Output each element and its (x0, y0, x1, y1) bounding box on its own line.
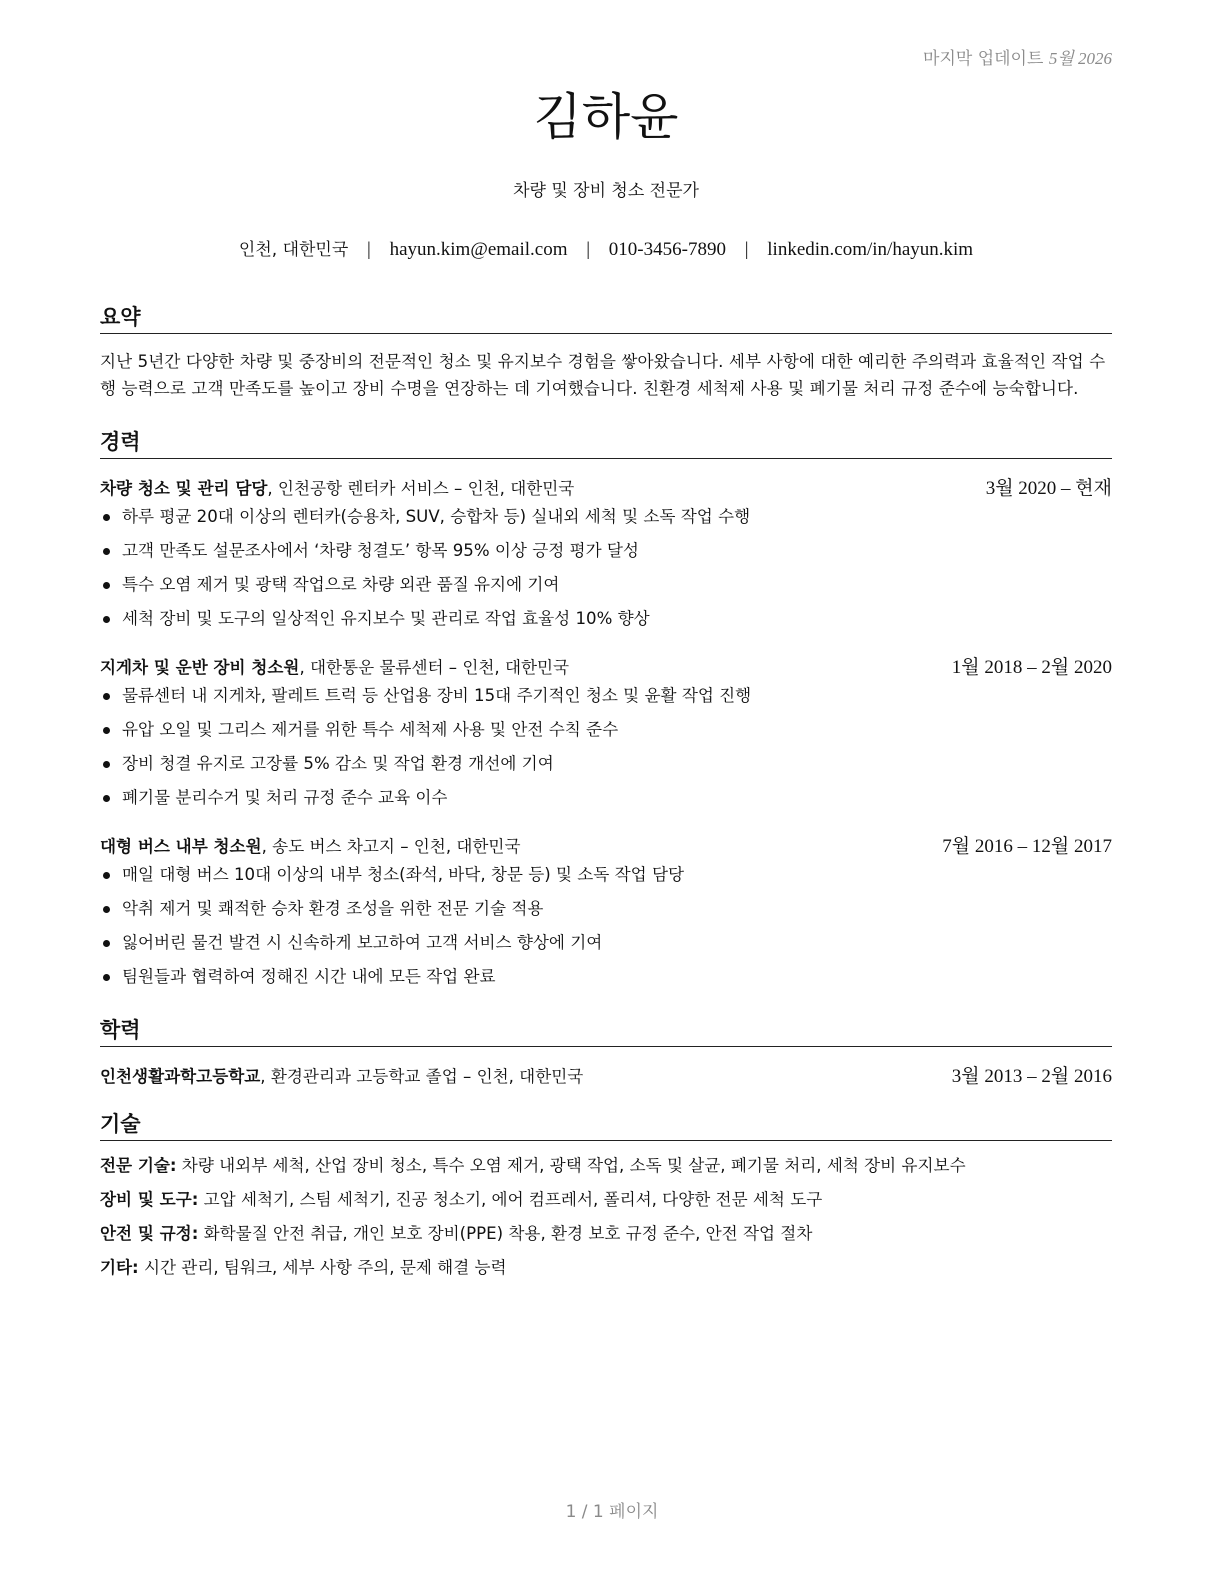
last-updated (923, 44, 1112, 69)
skills-section (100, 1108, 1112, 1285)
job-bullet: 매일 대형 버스 10대 이상의 내부 청소(좌석, 바닥, 창문 등) 및 소독 작업 담당 (100, 858, 1112, 892)
skill-text: 시간 관리, 팀워크, 세부 사항 주의, 문제 해결 능력 (138, 1258, 507, 1277)
job-role: 대형 버스 내부 청소원 (100, 837, 262, 856)
job-bullet: 특수 오염 제거 및 광택 작업으로 차량 외관 품질 유지에 기여 (100, 568, 1112, 602)
job-bullet: 장비 청결 유지로 고장률 5% 감소 및 작업 환경 개선에 기여 (100, 747, 1112, 781)
skill-label: 안전 및 규정: (100, 1224, 199, 1243)
job-entry (100, 652, 1112, 815)
job-role: 지게차 및 운반 장비 청소원 (100, 658, 300, 677)
job-title-line (100, 833, 521, 857)
job-org: , 대한통운 물류센터 – 인천, 대한민국 (299, 658, 570, 677)
education-title: 학력 (100, 1014, 1112, 1047)
job-bullet: 하루 평균 20대 이상의 렌터카(승용차, SUV, 승합차 등) 실내외 세척 및 소독 작업 수행 (100, 500, 1112, 534)
headline: 차량 및 장비 청소 전문가 (513, 181, 699, 201)
job-bullet: 유압 오일 및 그리스 제거를 위한 특수 세척제 사용 및 안전 수칙 준수 (100, 713, 1112, 747)
skill-text: 화학물질 안전 취급, 개인 보호 장비(PPE) 착용, 환경 보호 규정 준수, 안전 작업 절차 (198, 1224, 813, 1243)
job-entry (100, 831, 1112, 994)
page-number: 1 / 1 페이지 (565, 1502, 659, 1522)
contact-line (100, 235, 1112, 261)
education-detail: , 환경관리과 고등학교 졸업 – 인천, 대한민국 (260, 1067, 584, 1086)
skill-label: 전문 기술: (100, 1156, 177, 1175)
job-dates: 3월 2020 – 현재 (985, 478, 1112, 499)
last-updated-label: 마지막 업데이트 (923, 49, 1044, 69)
job-header (100, 831, 1112, 858)
job-title-line (100, 654, 569, 678)
contact-location: 인천, 대한민국 (238, 240, 349, 260)
skills-title: 기술 (100, 1108, 1112, 1141)
skill-text: 고압 세척기, 스팀 세척기, 진공 청소기, 에어 컴프레서, 폴리셔, 다양한 전문 세척 도구 (198, 1190, 823, 1209)
job-bullet: 잃어버린 물건 발견 시 신속하게 보고하여 고객 서비스 향상에 기여 (100, 926, 1112, 960)
contact-linkedin[interactable]: linkedin.com/in/hayun.kim (767, 239, 974, 260)
job-header (100, 473, 1112, 500)
job-org: , 인천공항 렌터카 서비스 – 인천, 대한민국 (267, 479, 575, 498)
contact-separator: | (744, 239, 749, 260)
skill-row (100, 1183, 1112, 1217)
job-bullet: 악취 제거 및 쾌적한 승차 환경 조성을 위한 전문 기술 적용 (100, 892, 1112, 926)
contact-separator: | (586, 239, 591, 260)
job-header (100, 652, 1112, 679)
job-bullets (100, 500, 1112, 636)
skill-row (100, 1251, 1112, 1285)
skill-label: 장비 및 도구: (100, 1190, 199, 1209)
summary-title: 요약 (100, 301, 1112, 334)
skill-text: 차량 내외부 세척, 산업 장비 청소, 특수 오염 제거, 광택 작업, 소독 및 살균, 폐기물 처리, 세척 장비 유지보수 (176, 1156, 966, 1175)
job-bullet: 물류센터 내 지게차, 팔레트 트럭 등 산업용 장비 15대 주기적인 청소 및 윤활 작업 진행 (100, 679, 1112, 713)
contact-phone[interactable]: 010-3456-7890 (608, 239, 726, 260)
skills-list (100, 1149, 1112, 1285)
summary-section (100, 301, 1112, 402)
experience-section (100, 426, 1112, 994)
education-section (100, 1014, 1112, 1088)
summary-text: 지난 5년간 다양한 차량 및 중장비의 전문적인 청소 및 유지보수 경험을 쌓아왔습니다. 세부 사항에 대한 예리한 주의력과 효율적인 작업 수행 능력으로 고객 만족도를 높이고 장비 수명을 연장하는 데 기여했습니다. 친환경 세척제 사용 및 폐기물 처리 규정 준수에 능숙합니다. (100, 352, 1106, 398)
job-bullets (100, 679, 1112, 815)
experience-title: 경력 (100, 426, 1112, 459)
job-bullet: 팀원들과 협력하여 정해진 시간 내에 모든 작업 완료 (100, 960, 1112, 994)
education-school: 인천생활과학고등학교 (100, 1067, 261, 1086)
education-dates: 3월 2013 – 2월 2016 (951, 1066, 1112, 1087)
job-org: , 송도 버스 차고지 – 인천, 대한민국 (261, 837, 521, 856)
skill-label: 기타: (100, 1258, 139, 1277)
contact-separator: | (367, 239, 371, 260)
last-updated-date: 5월 2026 (1048, 49, 1112, 68)
candidate-name: 김하윤 (533, 88, 679, 146)
skill-row (100, 1217, 1112, 1251)
job-bullet: 고객 만족도 설문조사에서 ‘차량 청결도’ 항목 95% 이상 긍정 평가 달성 (100, 534, 1112, 568)
education-line (100, 1063, 583, 1087)
job-dates: 1월 2018 – 2월 2020 (951, 657, 1112, 678)
job-title-line (100, 475, 574, 499)
contact-email[interactable]: hayun.kim@email.com (389, 239, 568, 260)
job-bullet: 세척 장비 및 도구의 일상적인 유지보수 및 관리로 작업 효율성 10% 향상 (100, 602, 1112, 636)
job-bullets (100, 858, 1112, 994)
education-entry (100, 1061, 1112, 1088)
job-bullet: 폐기물 분리수거 및 처리 규정 준수 교육 이수 (100, 781, 1112, 815)
skill-row (100, 1149, 1112, 1183)
job-role: 차량 청소 및 관리 담당 (100, 479, 268, 498)
job-entry (100, 473, 1112, 636)
job-dates: 7월 2016 – 12월 2017 (942, 836, 1112, 857)
